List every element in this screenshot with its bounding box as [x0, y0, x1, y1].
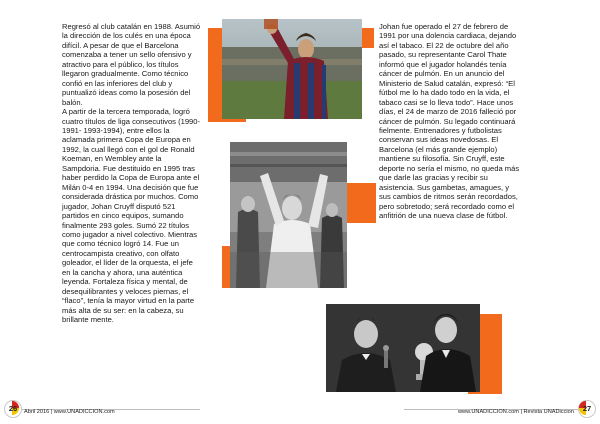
- page-number-text: 27: [582, 404, 592, 413]
- photo-image: [230, 142, 347, 288]
- paragraph: Regresó al club catalán en 1988. Asumió la dirección de los culés en una época difícil. A pesar de que el Barcelona comenzaba a tener un sello ofensivo y atractivo para el público, los títulos llegaron gradualmente. Como técnico confió en las inferiores del club y puntualizó ideas como la posesión del balón.: [62, 22, 201, 107]
- article-right-column: [379, 22, 521, 221]
- paragraph: Johan fue operado el 27 de febrero de 1991 por una dolencia cardiaca, dejando así el tabaco. El 22 de octubre del año pasado, su representante Carol Thate informó que el jugador holandés tenía cáncer de pulmón. En un anuncio del Ministerio de Salud catalán, expresó: “El fútbol me lo ha dado todo en la vida, el tabaco casi se lo lleva todo”. Hace unos días, el 24 de marzo de 2016 falleció por cáncer de pulmón. Su legado continuará fielmente. Entrenadores y futbolistas conservan sus ideas novedosas. El Barcelona (el más grande ejemplo) mantiene su filosofía. Sin Cruyff, este deporte no sería el mismo, no queda más que darle las gracias y recibir su asistencia. Sus gambetas, amagues, y sus cambios de ritmos serán recordados, pero sobretodo; será recordado como el anfitrión de una nueva clase de fútbol.: [379, 22, 520, 221]
- footer-text-left: Abril 2016 | www.UNADICCION.com: [24, 409, 115, 415]
- paragraph: A partir de la tercera temporada, logró cuatro títulos de liga consecutivos (1990-1991- 1993-1994), entre ellos la aclamada primera Copa de Europa en 1992, la cual llegó con el gol de Ronald Koeman, en Wembley ante la Sampdoria. Fue destituido en 1995 tras haber perdido la Copa de Europa ante el Milán 0-4 en 1994. Una decisión que fue considerada drástica por muchos. Como jugador, Johan Cruyff disputó 521 partidos en cinco equipos, sumando finalmente 293 goles. Sumó 22 títulos como jugador a nivel colectivo. Mientras que como técnico logró 14. Fue un centrocampista creativo, con olfato goleador, el líder de la orquesta, el jefe en la cancha y ahora, una auténtica leyenda. Fortaleza física y mental, de desequilibrantes y veloces piernas, el “flaco”, tenía la mayor virtud en la parte más alta de su ser: en la cabeza, su brillante mente.: [62, 107, 201, 325]
- photo-image: [222, 19, 362, 119]
- page-number-left: [4, 400, 22, 418]
- page-number-text: 26: [8, 404, 18, 413]
- photo-image: [326, 304, 480, 392]
- footer-text-right: www.UNADICCION.com | Revista UNADiccion: [458, 409, 574, 415]
- article-left-column: [62, 22, 202, 325]
- page-number-right: [578, 400, 596, 418]
